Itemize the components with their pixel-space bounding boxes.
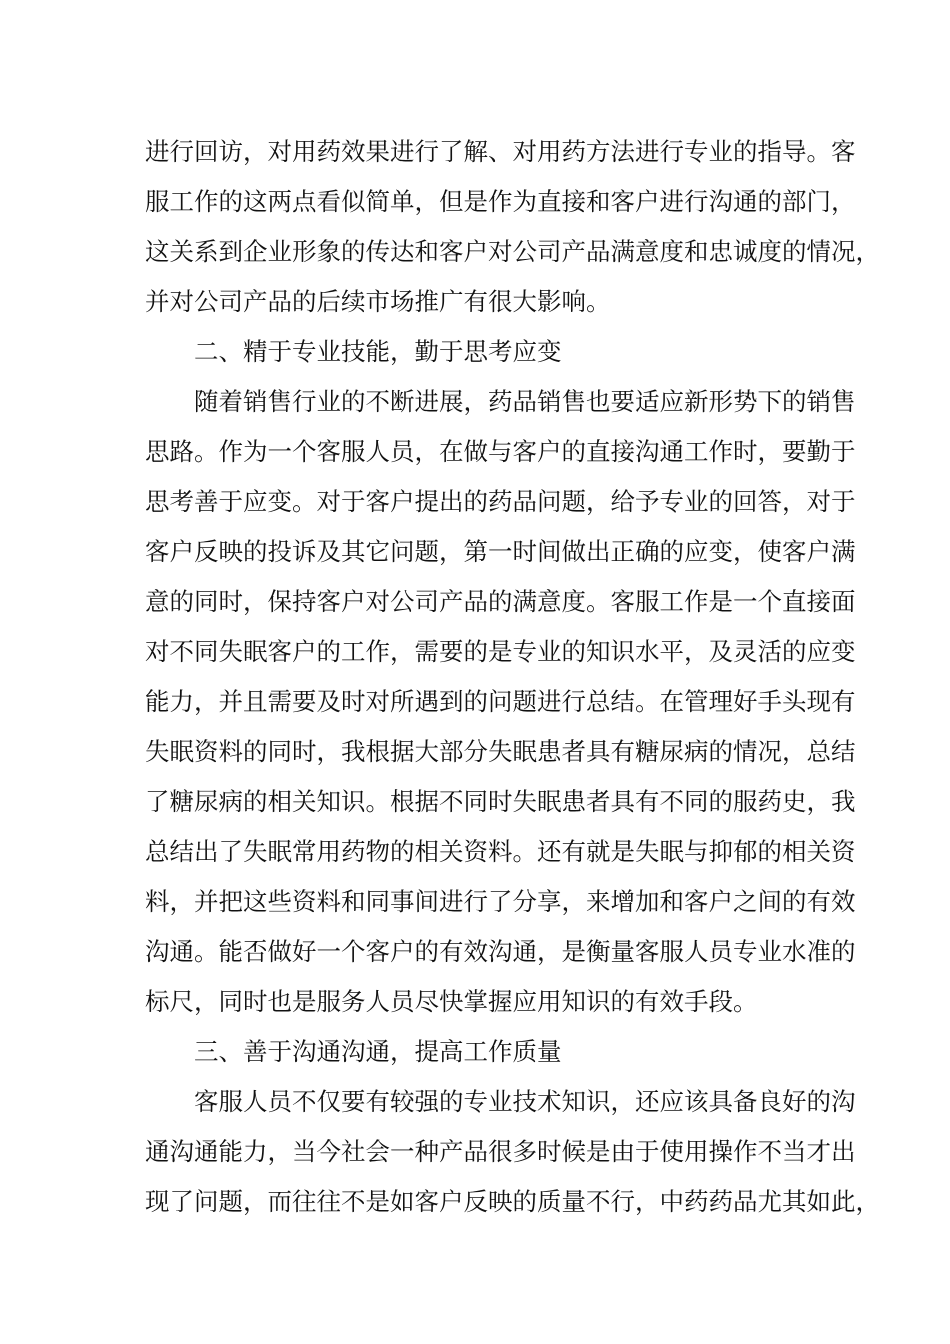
text-line: 这关系到企业形象的传达和客户对公司产品满意度和忠诚度的情况，: [145, 237, 880, 266]
text-line: 通沟通能力，当今社会一种产品很多时候是由于使用操作不当才出: [145, 1137, 856, 1166]
text-line: 标尺，同时也是服务人员尽快掌握应用知识的有效手段。: [145, 987, 758, 1016]
text-line: 现了问题，而往往不是如客户反映的质量不行，中药药品尤其如此，: [145, 1187, 880, 1216]
text-line: 随着销售行业的不断进展，药品销售也要适应新形势下的销售: [194, 387, 856, 416]
section-heading: 二、精于专业技能，勤于思考应变: [194, 337, 562, 366]
text-line: 了糖尿病的相关知识。根据不同时失眠患者具有不同的服药史，我: [145, 787, 856, 816]
text-line: 进行回访，对用药效果进行了解、对用药方法进行专业的指导。客: [145, 137, 856, 166]
text-line: 失眠资料的同时，我根据大部分失眠患者具有糖尿病的情况，总结: [145, 737, 856, 766]
text-line: 思考善于应变。对于客户提出的药品问题，给予专业的回答，对于: [145, 487, 856, 516]
text-line: 客户反映的投诉及其它问题，第一时间做出正确的应变，使客户满: [145, 537, 856, 566]
text-line: 思路。作为一个客服人员，在做与客户的直接沟通工作时，要勤于: [145, 437, 856, 466]
text-line: 服工作的这两点看似简单，但是作为直接和客户进行沟通的部门，: [145, 187, 856, 216]
text-line: 总结出了失眠常用药物的相关资料。还有就是失眠与抑郁的相关资: [145, 837, 856, 866]
body-text: [145, 127, 880, 1227]
text-line: 客服人员不仅要有较强的专业技术知识，还应该具备良好的沟: [194, 1087, 856, 1116]
text-line: 对不同失眠客户的工作，需要的是专业的知识水平，及灵活的应变: [145, 637, 856, 666]
text-line: 沟通。能否做好一个客户的有效沟通，是衡量客服人员专业水准的: [145, 937, 856, 966]
section-heading: 三、善于沟通沟通，提高工作质量: [194, 1037, 562, 1066]
text-line: 能力，并且需要及时对所遇到的问题进行总结。在管理好手头现有: [145, 687, 856, 716]
text-line: 并对公司产品的后续市场推广有很大影响。: [145, 287, 611, 316]
text-line: 料，并把这些资料和同事间进行了分享，来增加和客户之间的有效: [145, 887, 856, 916]
text-line: 意的同时，保持客户对公司产品的满意度。客服工作是一个直接面: [145, 587, 856, 616]
